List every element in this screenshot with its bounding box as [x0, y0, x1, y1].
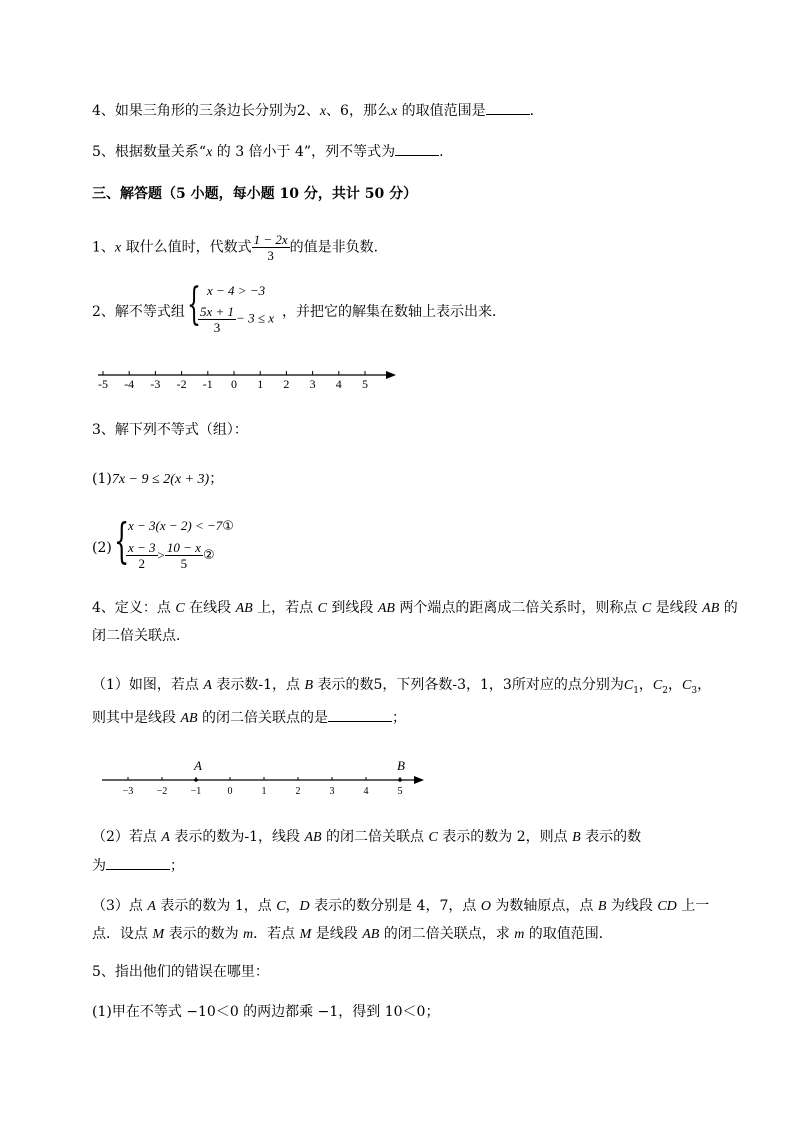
number-line-2	[98, 756, 428, 798]
axis-tick-label: 0	[231, 377, 237, 391]
problem-3-sub-2-label: (2)	[92, 540, 112, 556]
axis-tick-label: -2	[176, 377, 187, 391]
question-5: 5、根据数量关系“x 的 3 倍小于 4”，列不等式为 .	[92, 141, 444, 163]
axis-tick-label: −1	[190, 786, 202, 797]
answer-blank[interactable]	[395, 141, 439, 156]
axis-tick-label: 1	[261, 786, 267, 797]
axis-tick-label: -3	[150, 377, 161, 391]
problem-5-sub-1: (1)甲在不等式 −10＜0 的两边都乘 −1，得到 10＜0；	[92, 1004, 440, 1020]
problem-4-part-1: （1）如图，若点 A 表示数-1，点 B 表示的数5，下列各数-3，1，3所对应的点分别为$C_1$，$C_2$，$C_3$，	[92, 677, 712, 696]
axis-tick-label: 2	[295, 786, 301, 797]
problem-4-part-2-line-2: 为 ；	[92, 855, 184, 876]
system-brace: {	[187, 279, 201, 330]
answer-blank[interactable]	[106, 855, 170, 870]
axis-tick-label: 2	[283, 377, 290, 391]
axis-tick-label: 3	[309, 377, 316, 391]
system-brace: {	[114, 513, 130, 569]
axis-tick-label: 1	[257, 377, 264, 391]
fraction: $\frac{1 - 2x}{3}$	[253, 232, 288, 263]
problem-4-part-3: （3）点 A 表示的数为 1，点 C，D 表示的数分别是 4，7，点 O 为数轴原点，点 B 为线段 CD 上一	[92, 898, 710, 914]
axis-tick-label: 4	[335, 377, 342, 391]
problem-4-part-1-line-2: 则其中是线段 AB 的闭二倍关联点的是 ；	[92, 707, 406, 729]
problem-2-prefix: 2、解不等式组	[92, 304, 185, 320]
number-line-1	[90, 364, 410, 394]
problem-4-part-3-line-2: 点．设点 M 表示的数为 m．若点 M 是线段 AB 的闭二倍关联点，求 m 的取值范围．	[92, 926, 613, 942]
system-2-inequality-2: $\frac{x - 3}{2}$ > $\frac{10 - x}{5}$ ②	[128, 540, 215, 571]
problem-1: 1、x 取什么值时，代数式 $\frac{1 - 2x}{3}$ 的值是非负数．	[92, 232, 388, 263]
answer-blank[interactable]	[486, 100, 530, 115]
problem-3-title: 3、解下列不等式（组）：	[92, 422, 248, 438]
system-inequality-2: $\frac{5x + 1}{3}$ − 3 ≤ x	[200, 304, 274, 335]
problem-2-suffix: ，并把它的解集在数轴上表示出来．	[282, 304, 506, 320]
system-2-inequality-1: x − 3(x − 2) < −7①	[128, 518, 234, 534]
problem-4-part-2: （2）若点 A 表示的数为-1，线段 AB 的闭二倍关联点 C 表示的数为 2，则点 B 表示的数	[92, 829, 642, 845]
system-inequality-1: x − 4 > −3	[207, 283, 266, 298]
section-3-title: 三、解答题（5 小题，每小题 10 分，共计 50 分）	[92, 186, 418, 202]
problem-4-definition-line-2: 闭二倍关联点．	[92, 628, 190, 644]
problem-4-definition: 4、定义：点 C 在线段 AB 上，若点 C 到线段 AB 两个端点的距离成二倍关系时，则称点 C 是线段 AB 的	[92, 600, 738, 616]
axis-tick-label: −3	[122, 786, 134, 797]
question-4: 4、如果三角形的三条边长分别为2、x、6，那么x 的取值范围是 .	[92, 100, 534, 122]
answer-blank[interactable]	[328, 707, 392, 722]
point-A-label: A	[194, 758, 202, 773]
point-B-label: B	[397, 758, 405, 773]
problem-3-sub-1: (1)7x − 9 ≤ 2(x + 3)；	[92, 471, 224, 487]
axis-tick-label: 4	[363, 786, 369, 797]
axis-tick-label: −2	[156, 786, 168, 797]
axis-tick-label: 3	[329, 786, 335, 797]
axis-tick-label: -1	[202, 377, 213, 391]
problem-5-title: 5、指出他们的错误在哪里：	[92, 964, 269, 980]
axis-tick-label: 5	[362, 377, 368, 391]
axis-tick-label: -4	[124, 377, 135, 391]
axis-tick-label: -5	[98, 377, 108, 391]
axis-tick-label: 5	[397, 786, 403, 797]
axis-tick-label: 0	[227, 786, 233, 797]
